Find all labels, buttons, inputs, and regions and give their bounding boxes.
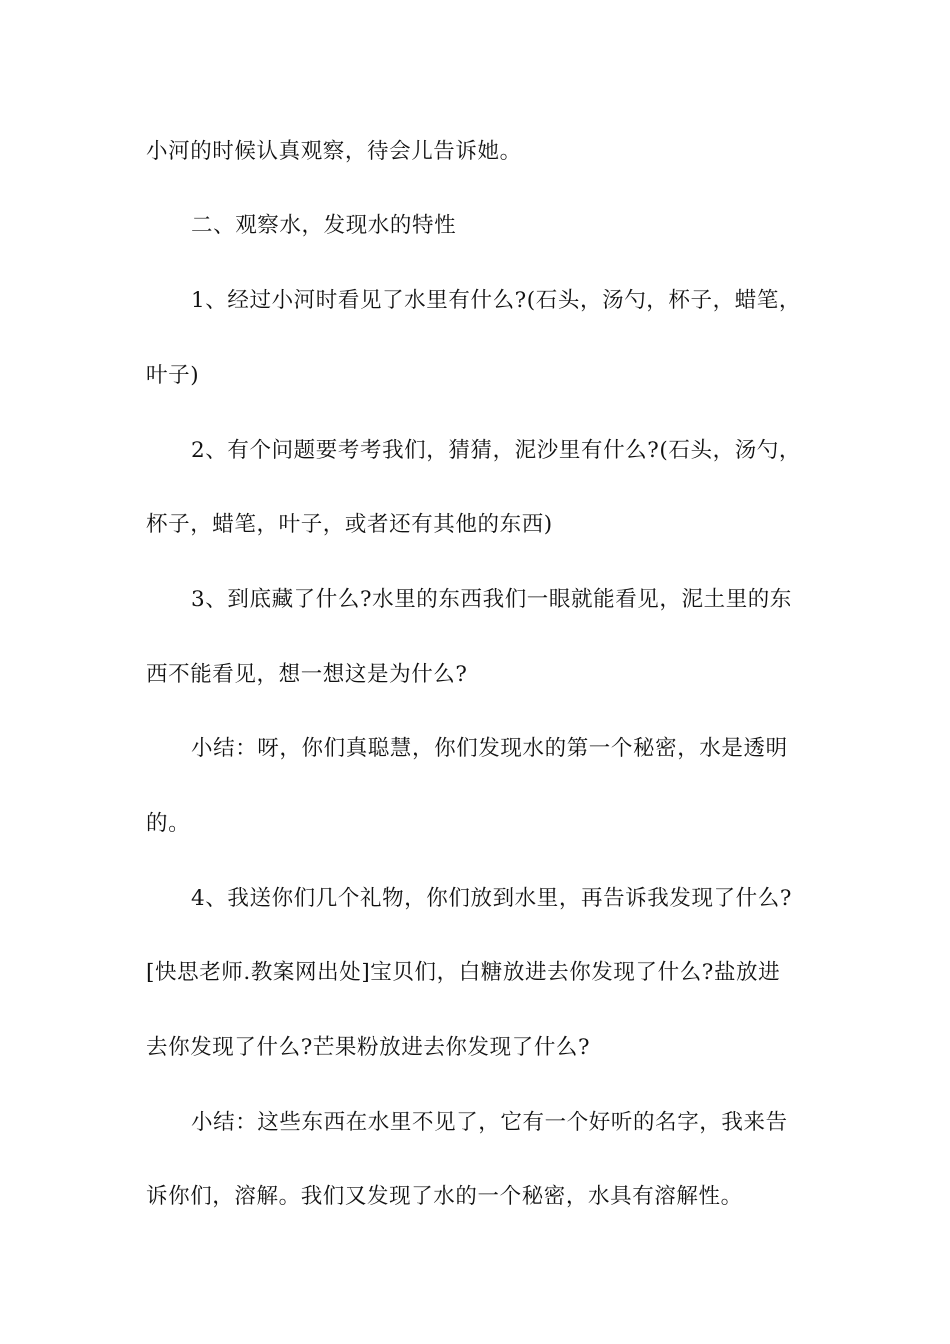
text-line: 杯子，蜡笔，叶子，或者还有其他的东西) bbox=[146, 512, 553, 537]
text-line: 3、到底藏了什么?水里的东西我们一眼就能看见，泥土里的东 bbox=[191, 587, 793, 612]
text-line: 4、我送你们几个礼物，你们放到水里，再告诉我发现了什么? bbox=[191, 886, 793, 911]
text-line: 的。 bbox=[146, 811, 191, 836]
text-line: 诉你们，溶解。我们又发现了水的一个秘密，水具有溶解性。 bbox=[146, 1184, 743, 1209]
text-line: 2、有个问题要考考我们，猜猜，泥沙里有什么?(石头，汤勺， bbox=[191, 438, 801, 463]
text-line: [快思老师.教案网出处]宝贝们，白糖放进去你发现了什么?盐放进 bbox=[146, 960, 781, 985]
text-line: 小结：这些东西在水里不见了，它有一个好听的名字，我来告 bbox=[191, 1110, 788, 1135]
text-line: 小结：呀，你们真聪慧，你们发现水的第一个秘密，水是透明 bbox=[191, 736, 788, 761]
text-line: 去你发现了什么?芒果粉放进去你发现了什么? bbox=[146, 1035, 591, 1060]
text-line: 叶子) bbox=[146, 363, 200, 388]
text-line: 西不能看见，想一想这是为什么? bbox=[146, 662, 468, 687]
text-line: 1、经过小河时看见了水里有什么?(石头，汤勺，杯子，蜡笔， bbox=[191, 288, 801, 313]
section-heading: 二、观察水，发现水的特性 bbox=[191, 213, 457, 238]
text-line: 小河的时候认真观察，待会儿告诉她。 bbox=[146, 139, 522, 164]
